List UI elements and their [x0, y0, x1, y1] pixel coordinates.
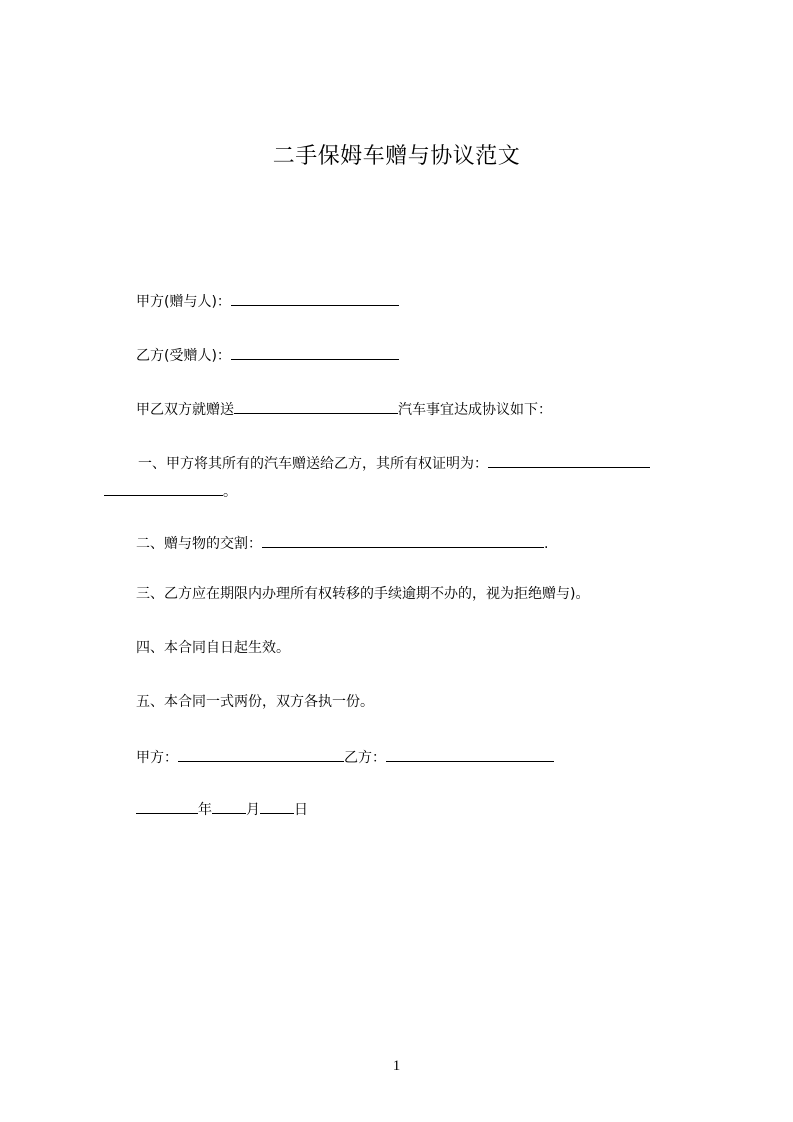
party-a-line — [136, 290, 399, 312]
date-line — [136, 798, 308, 820]
clause-2-line — [136, 532, 548, 554]
sign-party-a-label: 甲方： — [136, 750, 178, 766]
party-a-blank — [231, 290, 399, 306]
clause-1-continuation — [104, 480, 237, 502]
clause-4-line: 四、本合同自日起生效。 — [136, 640, 290, 656]
intro-suffix: 汽车事宜达成协议如下： — [398, 402, 552, 418]
document-title: 二手保姆车赠与协议范文 — [272, 144, 521, 169]
date-day-label: 日 — [294, 802, 308, 818]
page-number: 1 — [392, 1058, 401, 1074]
party-b-blank — [231, 344, 399, 360]
clause-3-line: 三、乙方应在期限内办理所有权转移的手续逾期不办的，视为拒绝赠与)。 — [136, 586, 590, 602]
month-blank — [212, 798, 246, 814]
year-blank — [136, 798, 198, 814]
clause-5-line: 五、本合同一式两份，双方各执一份。 — [136, 694, 374, 710]
ownership-proof-blank — [488, 452, 650, 468]
clause-1-text: 一、甲方将其所有的汽车赠送给乙方，其所有权证明为： — [138, 456, 488, 472]
day-blank — [260, 798, 294, 814]
party-a-label: 甲方(赠与人)： — [136, 294, 231, 310]
sign-party-a-blank — [178, 746, 344, 762]
clause-1-end: 。 — [223, 484, 237, 500]
intro-prefix: 甲乙双方就赠送 — [136, 402, 234, 418]
ownership-proof-blank-continued — [104, 480, 223, 496]
sign-party-b-blank — [386, 746, 554, 762]
clause-2-end: . — [544, 536, 549, 552]
date-year-label: 年 — [198, 802, 212, 818]
intro-line — [136, 398, 552, 420]
clause-1-line — [138, 452, 650, 474]
handover-blank — [262, 532, 544, 548]
sign-party-b-label: 乙方： — [344, 750, 386, 766]
vehicle-blank — [234, 398, 398, 414]
signature-line — [136, 746, 554, 768]
party-b-label: 乙方(受赠人)： — [136, 348, 231, 364]
clause-2-text: 二、赠与物的交割： — [136, 536, 262, 552]
date-month-label: 月 — [246, 802, 260, 818]
party-b-line — [136, 344, 399, 366]
